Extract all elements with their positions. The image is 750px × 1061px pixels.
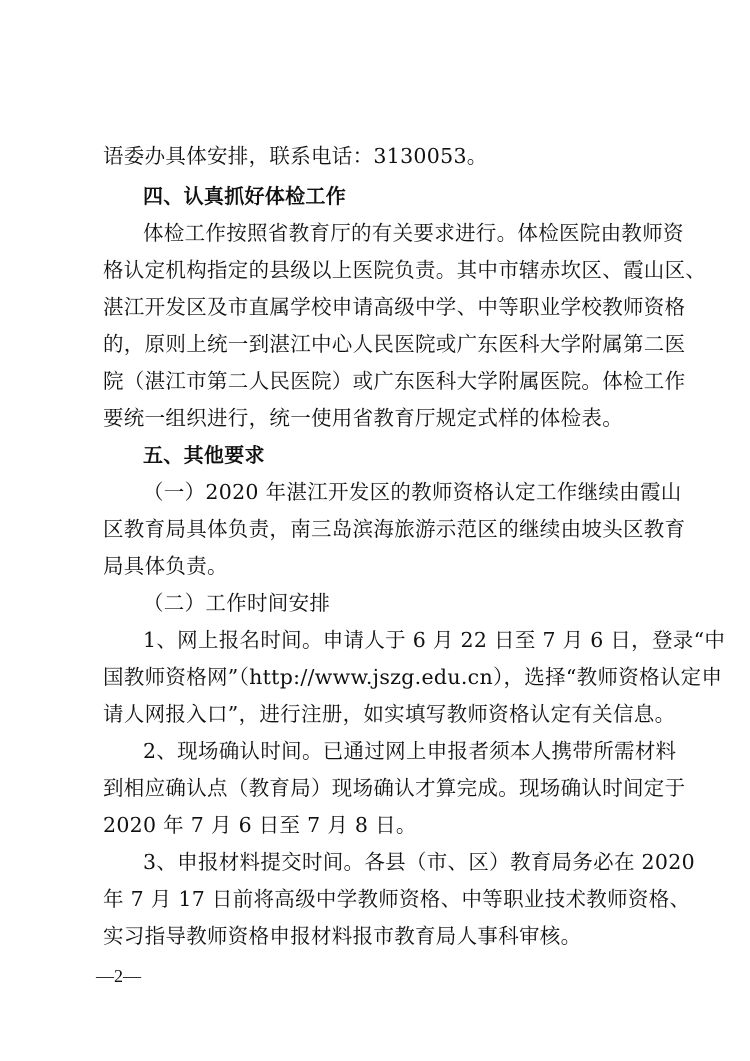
- paragraph-line: 国教师资格网”（http://www.jszg.edu.cn），选择“教师资格认定申: [103, 665, 723, 689]
- paragraph-line: （一）2020 年湛江开发区的教师资格认定工作继续由霞山: [143, 480, 682, 504]
- paragraph-line: 年 7 月 17 日前将高级中学教师资格、中等职业技术教师资格、: [103, 887, 691, 911]
- paragraph-line: 的，原则上统一到湛江中心人民医院或广东医科大学附属第二医: [103, 332, 686, 356]
- paragraph-line: 到相应确认点（教育局）现场确认才算完成。现场确认时间定于: [103, 776, 686, 800]
- paragraph-line: 2020 年 7 月 6 日至 7 月 8 日。: [103, 813, 417, 837]
- paragraph-line: 1、网上报名时间。申请人于 6 月 22 日至 7 月 6 日，登录“中: [143, 628, 726, 652]
- paragraph-line: 体检工作按照省教育厅的有关要求进行。体检医院由教师资: [143, 221, 684, 245]
- paragraph-line: 湛江开发区及市直属学校申请高级中学、中等职业学校教师资格: [103, 295, 686, 319]
- paragraph-line: 语委办具体安排，联系电话：3130053。: [103, 144, 488, 168]
- paragraph-line: 3、申报材料提交时间。各县（市、区）教育局务必在 2020: [143, 850, 695, 874]
- paragraph-line: 要统一组织进行，统一使用省教育厅规定式样的体检表。: [103, 406, 623, 430]
- section-heading: 五、其他要求: [143, 443, 265, 467]
- paragraph-line: 区教育局具体负责，南三岛滨海旅游示范区的继续由坡头区教育: [103, 517, 686, 541]
- paragraph-line: 格认定机构指定的县级以上医院负责。其中市辖赤坎区、霞山区、: [103, 258, 707, 282]
- section-heading: 四、认真抓好体检工作: [143, 184, 346, 208]
- paragraph-line: 院（湛江市第二人民医院）或广东医科大学附属医院。体检工作: [103, 369, 686, 393]
- paragraph-line: 2、现场确认时间。已通过网上申报者须本人携带所需材料: [143, 739, 677, 763]
- paragraph-line: 实习指导教师资格申报材料报市教育局人事科审核。: [103, 924, 582, 948]
- paragraph-line: 局具体负责。: [103, 554, 228, 578]
- paragraph-line: 请人网报入口”，进行注册，如实填写教师资格认定有关信息。: [103, 702, 676, 726]
- page-number: —2—: [96, 966, 141, 986]
- subsection-heading: （二）工作时间安排: [143, 591, 331, 615]
